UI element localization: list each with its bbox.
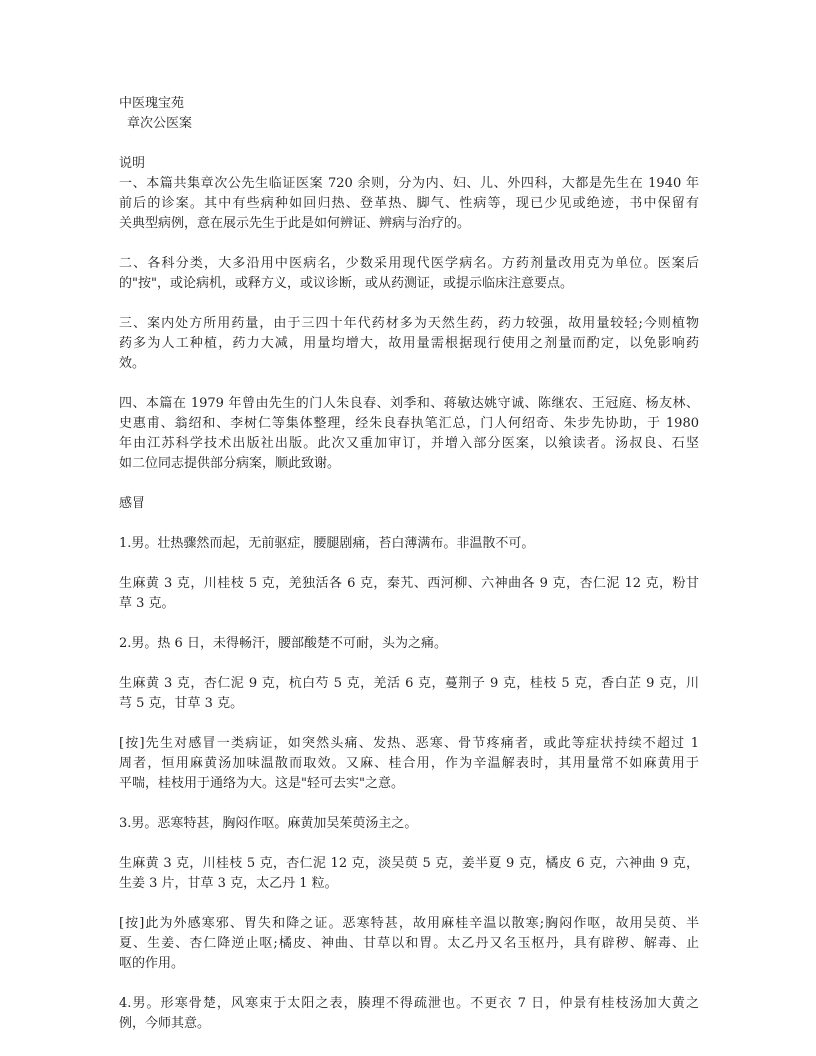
text-line: 史惠甫、翁绍和、李树仁等集体整理，经朱良春执笔汇总，门人何绍奇、朱步先协助，于 1980 [119,416,699,431]
prescription-paragraph [119,674,699,714]
prescription-paragraph [119,854,699,894]
document-page [119,94,699,1034]
text-line: 年由江苏科学技术出版社出版。此次又重加审订，并增入部分医案，以飨读者。汤叔良、石坚 [119,436,699,451]
prescription-paragraph [119,574,699,614]
text-line: 夏、生姜、杏仁降逆止呕;橘皮、神曲、甘草以和胃。太乙丹又名玉枢丹，具有辟秽、解毒、止 [119,936,699,951]
text-line: 1.男。壮热骤然而起，无前驱症，腰腿剧痛，苔白薄满布。非温散不可。 [119,536,535,551]
collection-title: 中医瑰宝苑 [119,96,185,111]
text-line: 2.男。热 6 日，未得畅汗，腰部酸楚不可耐，头为之痛。 [119,636,447,651]
text-line: 药多为人工种植，药力大减，用量均增大，故用量需根据现行使用之剂量而酌定，以免影响药 [119,336,699,351]
case-paragraph [119,994,699,1034]
case-paragraph [119,814,699,834]
text-line: 如二位同志提供部分病案，顺此致谢。 [119,456,341,471]
explanation-paragraph [119,174,699,234]
text-line: 效。 [119,356,146,371]
text-line: [按]先生对感冒一类病证，如突然头痛、发热、恶寒、骨节疼痛者，或此等症状持续不超过 1 [119,736,699,751]
case-paragraph [119,634,699,654]
text-line: 一、本篇共集章次公先生临证医案 720 余则，分为内、妇、儿、外四科，大都是先生在 1940 年 [119,176,699,191]
text-line: 三、案内处方所用药量，由于三四十年代药材多为天然生药，药力较强，故用量较轻;今则植物 [119,316,699,331]
note-paragraph [119,914,699,974]
explanation-heading: 说明 [119,156,146,171]
text-line: 例，今师其意。 [119,1016,211,1031]
explanation-paragraph [119,314,699,374]
text-line: 芎 5 克，甘草 3 克。 [119,696,244,711]
text-line: 草 3 克。 [119,596,175,611]
text-line: 的"按"，或论病机，或释方义，或议诊断，或从药测证，或提示临床注意要点。 [119,276,573,291]
text-line: 4.男。形寒骨楚，风寒束于太阳之表，腠理不得疏泄也。不更衣 7 日，仲景有桂枝汤加大黄之 [119,996,699,1011]
text-line: 平喘，桂枝用于通络为大。这是"轻可去实"之意。 [119,776,404,791]
text-line: 四、本篇在 1979 年曾由先生的门人朱良春、刘季和、蒋敏达姚守诚、陈继农、王冠庭、杨友林、 [119,396,699,411]
text-line: 关典型病例，意在展示先生于此是如何辨证、辨病与治疗的。 [119,216,471,231]
explanation-paragraph [119,394,699,474]
text-line: 生麻黄 3 克，杏仁泥 9 克，杭白芍 5 克，羌活 6 克，蔓荆子 9 克，桂枝 5 克，香白芷 9 克，川 [119,676,699,691]
text-line: 前后的诊案。其中有些病种如回归热、登革热、脚气、性病等，现已少见或绝迹，书中保留有 [119,196,699,211]
text-line: [按]此为外感寒邪、胃失和降之证。恶寒特甚，故用麻桂辛温以散寒;胸闷作呕，故用吴萸、半 [119,916,699,931]
text-line: 生姜 3 片，甘草 3 克，太乙丹 1 粒。 [119,876,338,891]
explanation-paragraph [119,254,699,294]
text-line: 3.男。恶寒特甚，胸闷作呕。麻黄加吴茱萸汤主之。 [119,816,418,831]
text-line: 呕的作用。 [119,956,185,971]
text-line: 生麻黄 3 克，川桂枝 5 克，羌独活各 6 克，秦艽、西河柳、六神曲各 9 克，杏仁泥 12 克，粉甘 [119,576,699,591]
text-line: 二、各科分类，大多沿用中医病名，少数采用现代医学病名。方药剂量改用克为单位。医案后 [119,256,699,271]
note-paragraph [119,734,699,794]
book-title: 章次公医案 [127,116,193,131]
case-paragraph [119,534,699,554]
section-heading: 感冒 [119,496,146,511]
text-line: 周者，恒用麻黄汤加味温散而取效。又麻、桂合用，作为辛温解表时，其用量常不如麻黄用于 [119,756,699,771]
text-line: 生麻黄 3 克，川桂枝 5 克，杏仁泥 12 克，淡吴萸 5 克，姜半夏 9 克，橘皮 6 克，六神曲 9 克， [119,856,699,871]
